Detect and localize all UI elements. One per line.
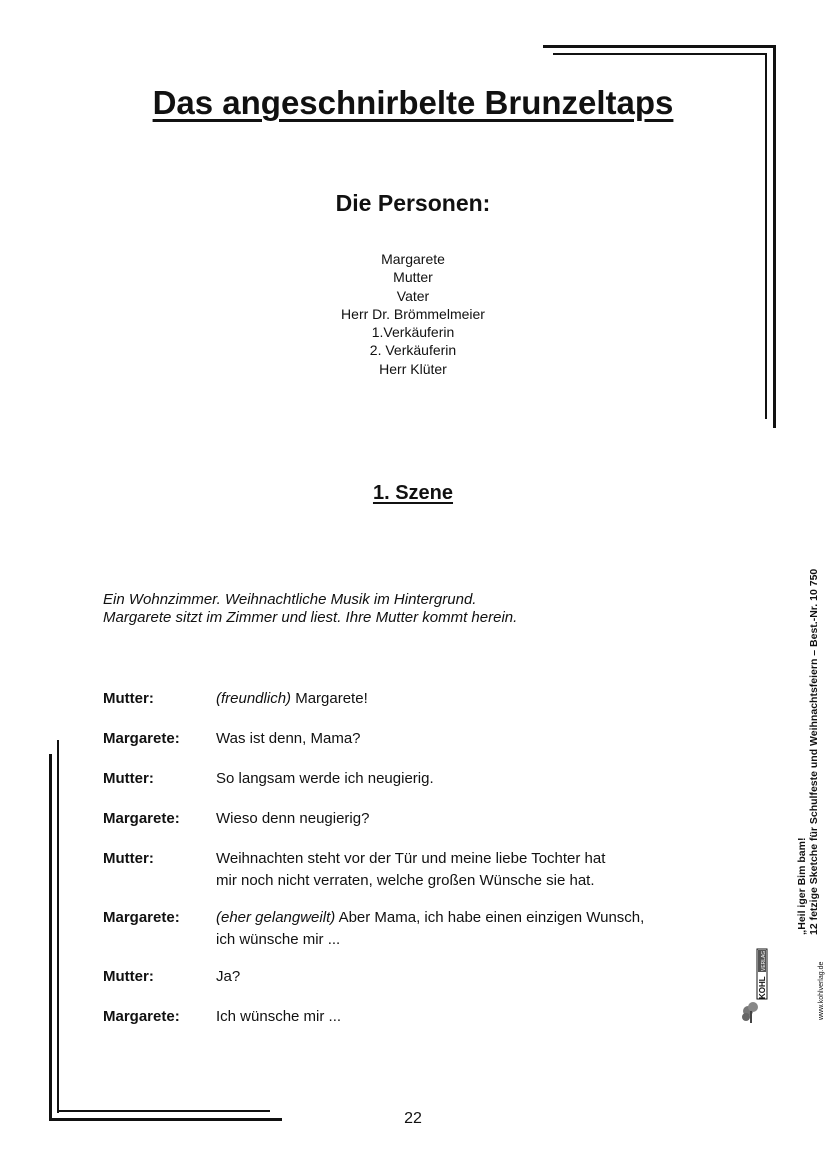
speech-text bbox=[216, 1006, 723, 1028]
dialogue-line bbox=[103, 966, 723, 988]
person-item: Mutter bbox=[393, 269, 433, 286]
stage-direction bbox=[103, 591, 517, 627]
book-subtitle: 12 fetzige Sketche für Schulfeste und Weihnachtsfeiern – Best.-Nr. 10 750 bbox=[808, 568, 820, 935]
dialogue-line bbox=[103, 768, 723, 790]
document-title: Das angeschnirbelte Brunzeltaps bbox=[152, 84, 674, 121]
publisher-url: www.kohlverlag.de bbox=[818, 961, 825, 1020]
speech-line: Aber Mama, ich habe einen einzigen Wunsch, bbox=[335, 909, 645, 926]
book-title: „Heil iger Bim bam! bbox=[796, 837, 808, 935]
dialogue-line bbox=[103, 808, 723, 830]
speech-line: Wieso denn neugierig? bbox=[216, 810, 370, 827]
svg-text:KOHL: KOHL bbox=[758, 976, 767, 999]
speaker-name: Mutter: bbox=[103, 968, 154, 985]
speaker-name: Margarete: bbox=[103, 909, 180, 926]
speech-line: mir noch nicht verraten, welche großen Wünsche sie hat. bbox=[216, 872, 595, 889]
speaker-name: Mutter: bbox=[103, 850, 154, 867]
speech-line: Was ist denn, Mama? bbox=[216, 730, 361, 747]
book-info-sidebar bbox=[796, 569, 820, 935]
stage-note: (freundlich) bbox=[216, 690, 292, 707]
person-item: Vater bbox=[396, 287, 430, 304]
stage-note: (eher gelangweilt) bbox=[216, 909, 336, 926]
speech-line: Margarete! bbox=[291, 690, 368, 707]
publisher-logo bbox=[741, 945, 773, 1025]
frame-line-top-outer bbox=[543, 45, 776, 48]
svg-text:VERLAG: VERLAG bbox=[761, 950, 767, 971]
speech-line: Weihnachten steht vor der Tür und meine liebe Tochter hat bbox=[216, 850, 606, 867]
dialogue-line bbox=[103, 1006, 723, 1028]
persons-list bbox=[0, 250, 826, 378]
scene-heading: 1. Szene bbox=[372, 482, 454, 504]
dialogue-line bbox=[103, 688, 723, 710]
speech-text bbox=[216, 688, 723, 710]
person-item: Herr Klüter bbox=[379, 360, 447, 377]
speaker-name: Mutter: bbox=[103, 690, 154, 707]
speech-line: ich wünsche mir ... bbox=[216, 931, 341, 948]
speech-text bbox=[216, 848, 723, 892]
dialogue-line bbox=[103, 728, 723, 750]
dialogue bbox=[103, 688, 723, 1028]
persons-heading: Die Personen: bbox=[335, 190, 491, 216]
speech-line: So langsam werde ich neugierig. bbox=[216, 770, 434, 787]
speaker-name: Margarete: bbox=[103, 1008, 180, 1025]
speech-text bbox=[216, 907, 723, 951]
speech-text bbox=[216, 966, 723, 988]
dialogue-line bbox=[103, 848, 723, 892]
person-item: Herr Dr. Brömmelmeier bbox=[341, 305, 485, 322]
person-item: 1.Verkäuferin bbox=[371, 324, 455, 341]
person-item: 2. Verkäuferin bbox=[369, 342, 457, 359]
speech-text bbox=[216, 728, 723, 750]
stage-direction-line: Ein Wohnzimmer. Weihnachtliche Musik im Hintergrund. bbox=[103, 591, 477, 608]
speech-text bbox=[216, 808, 723, 830]
person-item: Margarete bbox=[381, 251, 445, 267]
speech-text bbox=[216, 768, 723, 790]
speaker-name: Margarete: bbox=[103, 730, 180, 747]
stage-direction-line: Margarete sitzt im Zimmer und liest. Ihre Mutter kommt herein. bbox=[103, 609, 518, 626]
speaker-name: Mutter: bbox=[103, 770, 154, 787]
page-number: 22 bbox=[404, 1110, 422, 1127]
speech-line: Ja? bbox=[216, 968, 241, 985]
speaker-name: Margarete: bbox=[103, 810, 180, 827]
frame-line-top-inner bbox=[553, 53, 767, 55]
speech-line: Ich wünsche mir ... bbox=[216, 1008, 342, 1025]
frame-line-left-outer bbox=[49, 754, 52, 1121]
dialogue-line bbox=[103, 907, 723, 951]
frame-line-left-inner bbox=[57, 740, 59, 1113]
